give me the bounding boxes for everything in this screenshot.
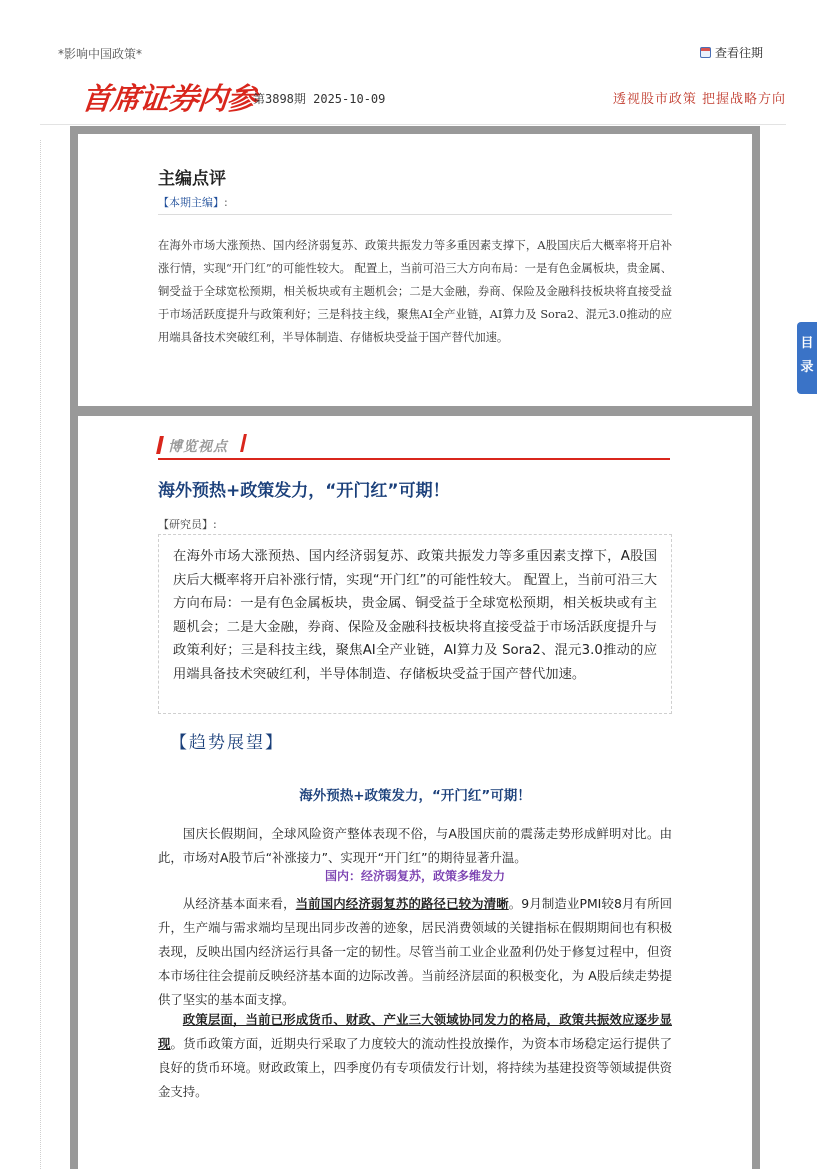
summary-box: 在海外市场大涨预热、国内经济弱复苏、政策共振发力等多重因素支撑下，A股国庆后大概率将开启补涨行情，实现“开门红”的可能性较大。 配置上，当前可沿三大方向布局：一是有色金属板块，贵金属、铜受益于全球宽松预期，相关板块或有主题机会；二是大金融，券商、保险及金融科技板块将直接受益于市场活跃度提升与政策利好；三是科技主线，聚焦AI全产业链，AI算力及 Sora2、混元3.0推动的应用端具备技术突破红利，半导体制造、存储板块受益于国产替代加速。 (158, 534, 672, 714)
p2-lead: 从经济基本面来看， (182, 896, 296, 911)
slogan: 透视股市政策 把握战略方向 (612, 92, 786, 107)
paragraph-2 (158, 892, 672, 1012)
masthead (40, 68, 786, 125)
editor-label-colon: : (224, 196, 228, 209)
logo: 首席证券内参 (79, 82, 258, 117)
trend-heading: 【趋势展望】 (170, 733, 284, 753)
tag-bar-left (156, 436, 164, 454)
calendar-icon (700, 47, 711, 58)
p2-rest: 。9月制造业PMI较8月有所回升，生产端与需求端均呈现出同步改善的迹象，居民消费领域的关键指标在假期期间也有积极表现，反映出国内经济运行具备一定的韧性。尽管当前工业企业盈利仍处于修复过程中，但资本市场往往会提前反映经济基本面的边际改善。当前经济层面的积极变化，为 A股后续走势提供了坚实的基本面支撑。 (158, 896, 673, 1007)
editor-comment-body: 在海外市场大涨预热、国内经济弱复苏、政策共振发力等多重因素支撑下，A股国庆后大概率将开启补涨行情，实现“开门红”的可能性较大。 配置上，当前可沿三大方向布局：一是有色金属板块，贵金属、铜受益于全球宽松预期，相关板块或有主题机会；二是大金融，券商、保险及金融科技板块将直接受益于市场活跃度提升与政策利好；三是科技主线，聚焦AI全产业链，AI算力及 Sora2、混元3.0推动的应用端具备技术突破红利，半导体制造、存储板块受益于国产替代加速。 (158, 239, 672, 344)
section-tag-label: 博览视点 (168, 439, 228, 455)
issue-info: 第3898期 2025-10-09 (253, 92, 386, 106)
divider (158, 214, 672, 215)
editor-label (158, 194, 228, 210)
trend-title: 海外预热+政策发力，“开门红”可期！ (299, 788, 531, 804)
table-of-contents-tab[interactable]: 目录 (797, 322, 817, 394)
editor-title: 主编点评 (158, 169, 226, 189)
paragraph-3 (158, 1008, 672, 1104)
article-frame (70, 408, 760, 1169)
editor-comment-frame (70, 126, 760, 414)
p2-emphasis: 当前国内经济弱复苏的路径已较为清晰 (295, 896, 509, 911)
top-note: *影响中国政策* (58, 47, 143, 61)
sub-heading: 国内：经济弱复苏，政策多维发力 (324, 869, 505, 883)
section-tag (158, 430, 670, 460)
tag-bar-right (240, 434, 247, 452)
paragraph-1: 国庆长假期间，全球风险资产整体表现不俗，与A股国庆前的震荡走势形成鲜明对比。由此，市场对A股节后“补涨接力”、实现开“开门红”的期待显著升温。 (158, 826, 672, 865)
p3-emphasis: 政策层面，当前已形成货币、财政、产业三大领域协同发力的格局，政策共振效应逐步显现 (158, 1012, 672, 1051)
editor-label-text: 【本期主编】 (158, 196, 224, 209)
article-title: 海外预热+政策发力，“开门红”可期！ (158, 481, 450, 501)
page-guide-line (40, 140, 41, 1169)
past-issues-link[interactable] (700, 44, 763, 61)
p3-rest: 。货币政策方面，近期央行采取了力度较大的流动性投放操作，为资本市场稳定运行提供了良好的货币环境。财政政策上，四季度仍有专项债发行计划，将持续为基建投资等领域提供资金支持。 (158, 1036, 673, 1099)
researcher-label: 【研究员】: (158, 518, 217, 531)
past-issues-label: 查看往期 (714, 46, 763, 60)
